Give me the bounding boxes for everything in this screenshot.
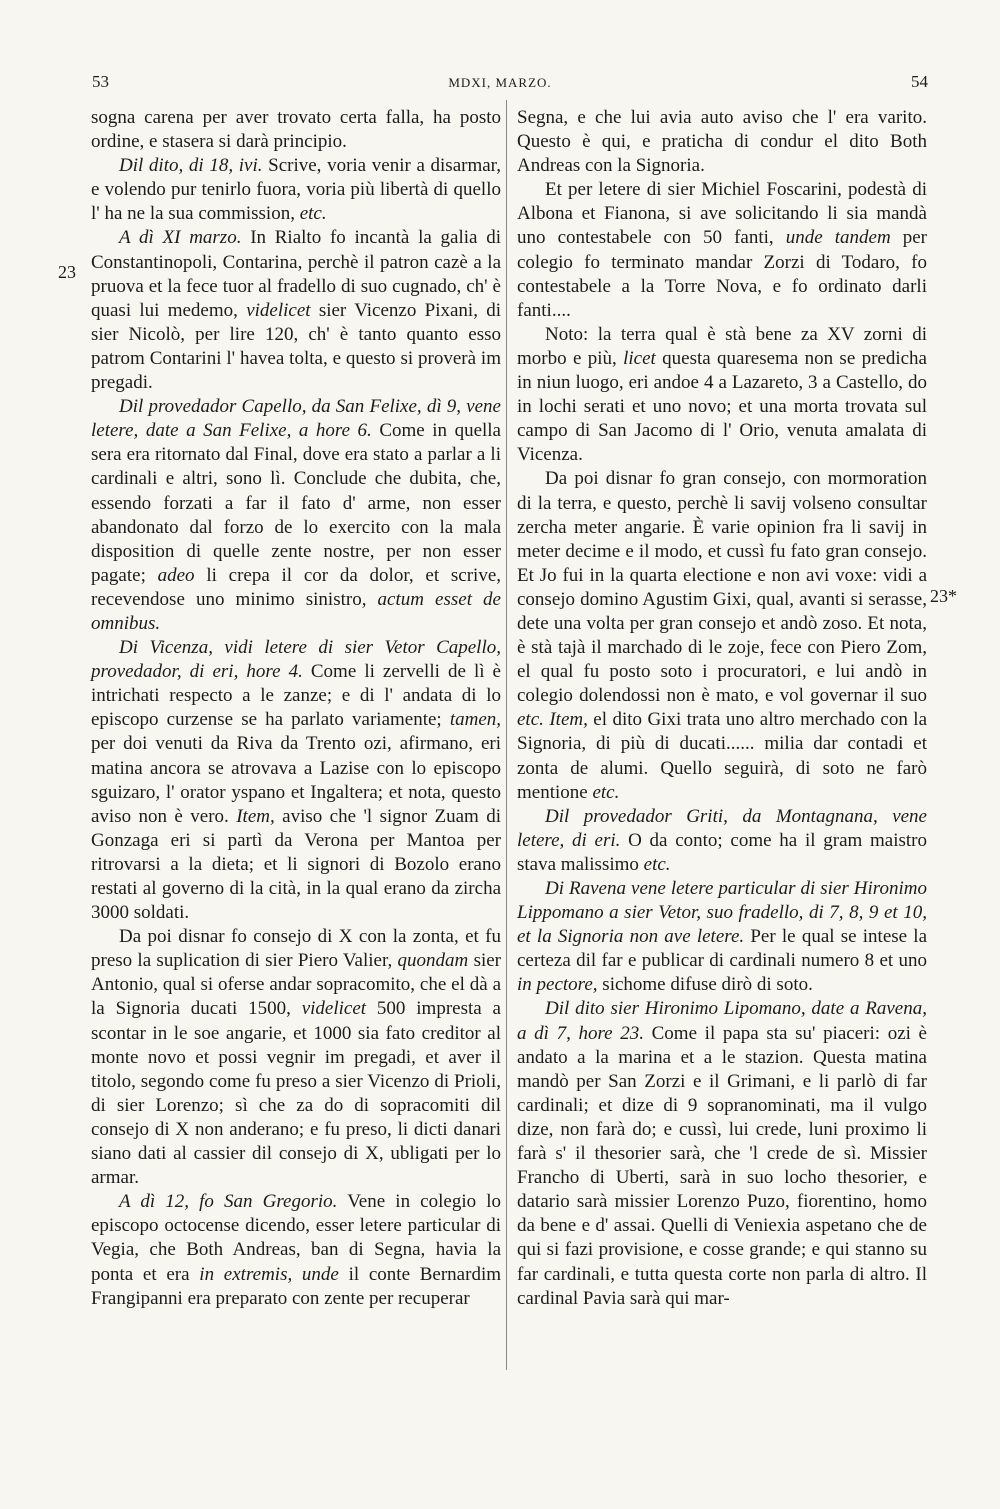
left-column <box>91 106 501 1311</box>
right-column <box>517 106 927 1311</box>
page-number-right: 54 <box>911 72 928 91</box>
paragraph: Da poi disnar fo consejo di X con la zonta, et fu preso la suplication di sier Piero Valier, quondam sier Antonio, qual si oferse andar sopracomito, che el dà a la Signoria ducati 1500, videlicet 500 impresta a scontar in le soe angarie, et 1000 sia fato creditor al monte novo et possi vegnir im pregadi, et aver il titolo, segondo come fu preso a sier Vicenzo di Prioli, di sier Lorenzo; sì che za do di sopracomiti dil consejo di X non anderano; e fu preso, li dicti danari siano dati al cassier dil consejo di X, ubligati per lo armar. <box>91 926 501 1189</box>
paragraph: Di Vicenza, vidi letere di sier Vetor Capello, provedador, di eri, hore 4. Come li zervelli de lì è intrichati respecto a le zanze; e di l' andata di lo episcopo curzense se ha parlato variamente; tamen, per doi venuti da Riva da Trento ozi, afirmano, eri matina ancora se atrovava a Lazise con lo episcopo sguizaro, l' orator yspano et Ingaltera; et nota, questo aviso non è vero. Item, aviso che 'l signor Zuam di Gonzaga eri si partì da Verona per Mantoa per ritrovarsi a la dieta; et li signori di Bozolo erano restati al governo di la cità, in la qual erano da zircha 3000 soldati. <box>91 637 501 924</box>
paragraph: Et per letere di sier Michiel Foscarini, podestà di Albona et Fianona, si ave solicitando li sia mandà uno contestabele con 50 fanti, unde tandem per colegio fo terminato mandar Zorzi di Todaro, fo contestabele a la Torre Nova, e fo ordinato darli fanti.... <box>517 179 927 321</box>
paragraph: Dil provedador Capello, da San Felixe, dì 9, vene letere, date a San Felixe, a hore 6. Come in quella sera era ritornato dal Final, dove era stato a parlar a li cardinali e altri, sono lì. Conclude che dubita, che, essendo forzati a far il fato d' arme, non esser abandonato dal forzo de lo exercito con la mala disposition di quelle zente nostre, per non esser pagate; adeo li crepa il cor da dolor, et scrive, recevendose uno minimo sinistro, actum esset de omnibus. <box>91 396 502 634</box>
running-title: MDXI, MARZO. <box>448 75 552 90</box>
column-divider <box>506 100 507 1370</box>
paragraph: Da poi disnar fo gran consejo, con mormoration di la terra, e questo, perchè li savij volseno consultar zercha meter angarie. È varie opinion fra li savij in meter decime e il modo, et cussì fu fato gran consejo. Et Jo fui in la quarta electione e non avi voxe: vidi a consejo domino Agustim Gixi, qual, avanti si serasse, dete una volta per gran consejo et andò zoso. Et nota, è stà tajà il marchado di le zoje, fece con Piero Zom, el qual fu posto soto i procuratori, e lui andò in colegio dolendossi non è mato, e vol governar il suo etc. Item, el dito Gixi trata uno altro merchado con la Signoria, di più di ducati...... milia dar contadi et zonta de alumi. Quello seguirà, di soto ne farò mentione etc. <box>517 468 928 803</box>
paragraph: Di Ravena vene letere particular di sier Hironimo Lippomano a sier Vetor, suo fradello, di 7, 8, 9 et 10, et la Signoria non ave letere. Per le qual se intese la certeza dil far e publicar di cardinali numero 8 et uno in pectore, sichome difuse dirò di soto. <box>517 878 928 996</box>
page-number-left: 53 <box>92 72 109 91</box>
paragraph: Segna, e che lui avia auto aviso che l' era varito. Questo è qui, e praticha di condur el dito Both Andreas con la Signoria. <box>517 107 927 177</box>
paragraph: Dil provedador Griti, da Montagnana, vene letere, di eri. O da conto; come ha il gram maistro stava malissimo etc. <box>517 805 928 875</box>
paragraph: Dil dito, di 18, ivi. Scrive, voria venir a disarmar, e volendo pur tenirlo fuora, voria più libertà di quello l' ha ne la sua commission, etc. <box>91 155 501 225</box>
paragraph: A dì 12, fo San Gregorio. Vene in colegio lo episcopo octocense dicendo, esser letere particular di Vegia, che Both Andreas, ban di Segna, havia la ponta et era in extremis, unde il conte Bernardim Frangipanni era preparato con zente per recuperar <box>91 1191 501 1309</box>
page-header <box>0 72 1000 96</box>
paragraph: A dì XI marzo. In Rialto fo incantà la galia di Constantinopoli, Contarina, perchè il patron cazè a la pruova et la fece tuor al fradello di suo cugnado, ch' è quasi lui medemo, videlicet sier Vicenzo Pixani, di sier Nicolò, per lire 120, ch' è tanto quanto esso patrom Contarini l' havea tolta, e questo si proverà im pregadi. <box>91 227 501 394</box>
margin-number-left: 23 <box>58 262 76 282</box>
paragraph: sogna carena per aver trovato certa falla, ha posto ordine, e stasera si darà principio. <box>91 107 501 153</box>
margin-number-right: 23* <box>930 586 957 606</box>
paragraph: Noto: la terra qual è stà bene za XV zorni di morbo e più, licet questa quaresema non se predicha in niun luogo, eri andoe 4 a Lazareto, 3 a Castello, do in lochi serati et uno novo; et una morta trovata sul campo di San Jacomo di l' Orio, venuta amalata di Vicenza. <box>517 323 927 466</box>
paragraph: Dil dito sier Hironimo Lipomano, date a Ravena, a dì 7, hore 23. Come il papa sta su' piaceri: ozi è andato a la marina et a le stazion. Questa matina mandò per San Zorzi e il Grimani, e li parlò di far cardinali; et dize di 9 sopranominati, ma il vulgo dize, non farà do; e cussì, lui crede, luni proximo li farà s' il thesorier sarà, che 'l crede de sì. Missier Francho di Uberti, sarà in suo locho thesorier, e datario sarà missier Lorenzo Puzo, fiorentino, homo da bene e d' assai. Quelli di Veniexia aspetano che de qui si fazi provisione, e cosse grande; e qui stanno su far cardinali, e tutta questa corte non parla di altro. Il cardinal Pavia sarà qui mar- <box>517 998 927 1309</box>
